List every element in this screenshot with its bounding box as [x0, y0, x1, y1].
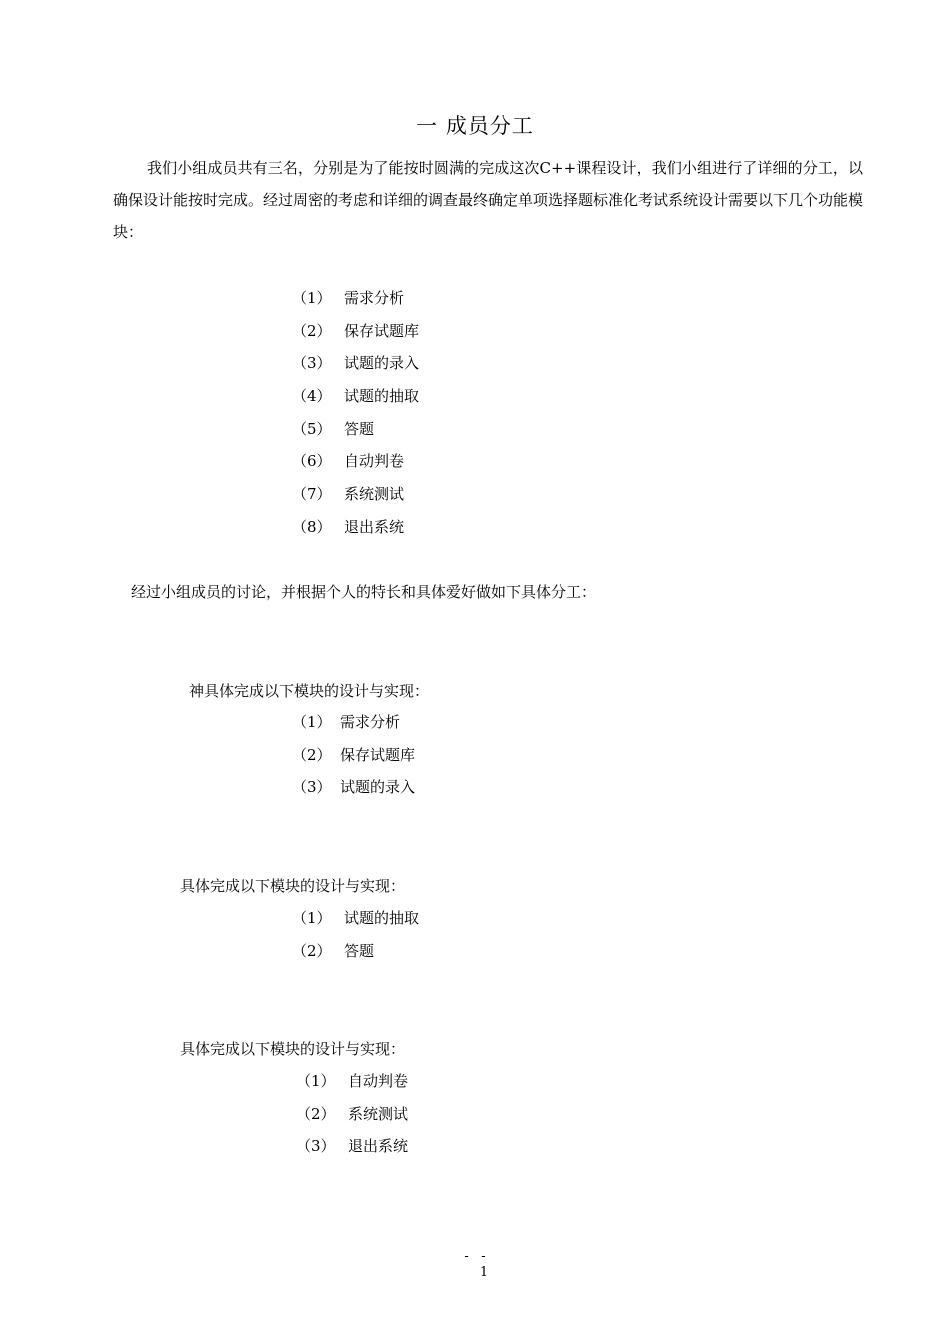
member-module-label: 自动判卷 [348, 1072, 409, 1090]
module-item [292, 386, 419, 419]
member-module-label: 保存试题库 [340, 745, 416, 764]
member-module-number: （2） [296, 1104, 336, 1123]
module-item [292, 419, 419, 452]
module-number: （8） [292, 517, 332, 536]
footer-dashes: - - [464, 1249, 486, 1264]
member-module-label: 试题的抽取 [344, 909, 420, 927]
member-module-item [296, 1104, 408, 1137]
member-module-number: （1） [296, 1072, 336, 1090]
member-module-list [292, 712, 415, 810]
member-module-label: 退出系统 [348, 1137, 409, 1156]
member-module-number: （1） [292, 909, 332, 927]
module-item [292, 451, 419, 484]
member-module-label: 需求分析 [340, 713, 401, 731]
member-module-number: （2） [292, 941, 332, 960]
module-label: 试题的录入 [344, 354, 420, 373]
member-module-item [292, 777, 415, 810]
module-item [292, 321, 419, 354]
member-module-item [292, 712, 415, 745]
module-label: 试题的抽取 [344, 387, 420, 406]
member-heading: 具体完成以下模块的设计与实现： [180, 877, 406, 895]
module-label: 自动判卷 [344, 452, 405, 471]
member-module-label: 系统测试 [348, 1104, 409, 1123]
module-number: （1） [292, 289, 332, 307]
module-label: 答题 [344, 419, 375, 438]
module-number: （6） [292, 452, 332, 471]
module-number: （2） [292, 321, 332, 340]
member-module-item [292, 745, 415, 778]
module-number: （5） [292, 419, 332, 438]
module-label: 保存试题库 [344, 321, 420, 340]
module-item [292, 353, 419, 386]
member-module-label: 试题的录入 [340, 778, 416, 797]
member-module-list [292, 908, 419, 973]
module-number: （7） [292, 485, 332, 504]
member-module-number: （3） [296, 1137, 336, 1156]
member-module-label: 答题 [344, 941, 375, 960]
section-title: 一 成员分工 [416, 114, 534, 138]
intro-paragraph: 我们小组成员共有三名，分别是为了能按时圆满的完成这次C++课程设计，我们小组进行了详细的分工，以确保设计能按时完成。经过周密的考虑和详细的调查最终确定单项选择题标准化考试系统设计需要以下几个功能模块： [113, 159, 864, 241]
module-item [292, 484, 419, 517]
module-number: （3） [292, 354, 332, 373]
page-number: 1 [479, 1265, 489, 1280]
discussion-sentence: 经过小组成员的讨论，并根据个人的特长和具体爱好做如下具体分工： [131, 583, 597, 601]
member-heading: 神具体完成以下模块的设计与实现： [189, 682, 430, 700]
module-number: （4） [292, 387, 332, 406]
module-list [292, 288, 419, 550]
member-module-item [296, 1071, 408, 1104]
module-label: 退出系统 [344, 517, 405, 536]
module-item [292, 288, 419, 321]
member-module-number: （3） [292, 778, 332, 797]
member-module-item [292, 941, 419, 974]
member-module-number: （1） [292, 713, 332, 731]
module-label: 系统测试 [344, 485, 405, 504]
member-module-list [296, 1071, 408, 1169]
module-item [292, 517, 419, 550]
member-heading: 具体完成以下模块的设计与实现： [180, 1040, 406, 1058]
module-label: 需求分析 [344, 289, 405, 307]
member-module-item [292, 908, 419, 941]
member-module-number: （2） [292, 745, 332, 764]
member-module-item [296, 1136, 408, 1169]
